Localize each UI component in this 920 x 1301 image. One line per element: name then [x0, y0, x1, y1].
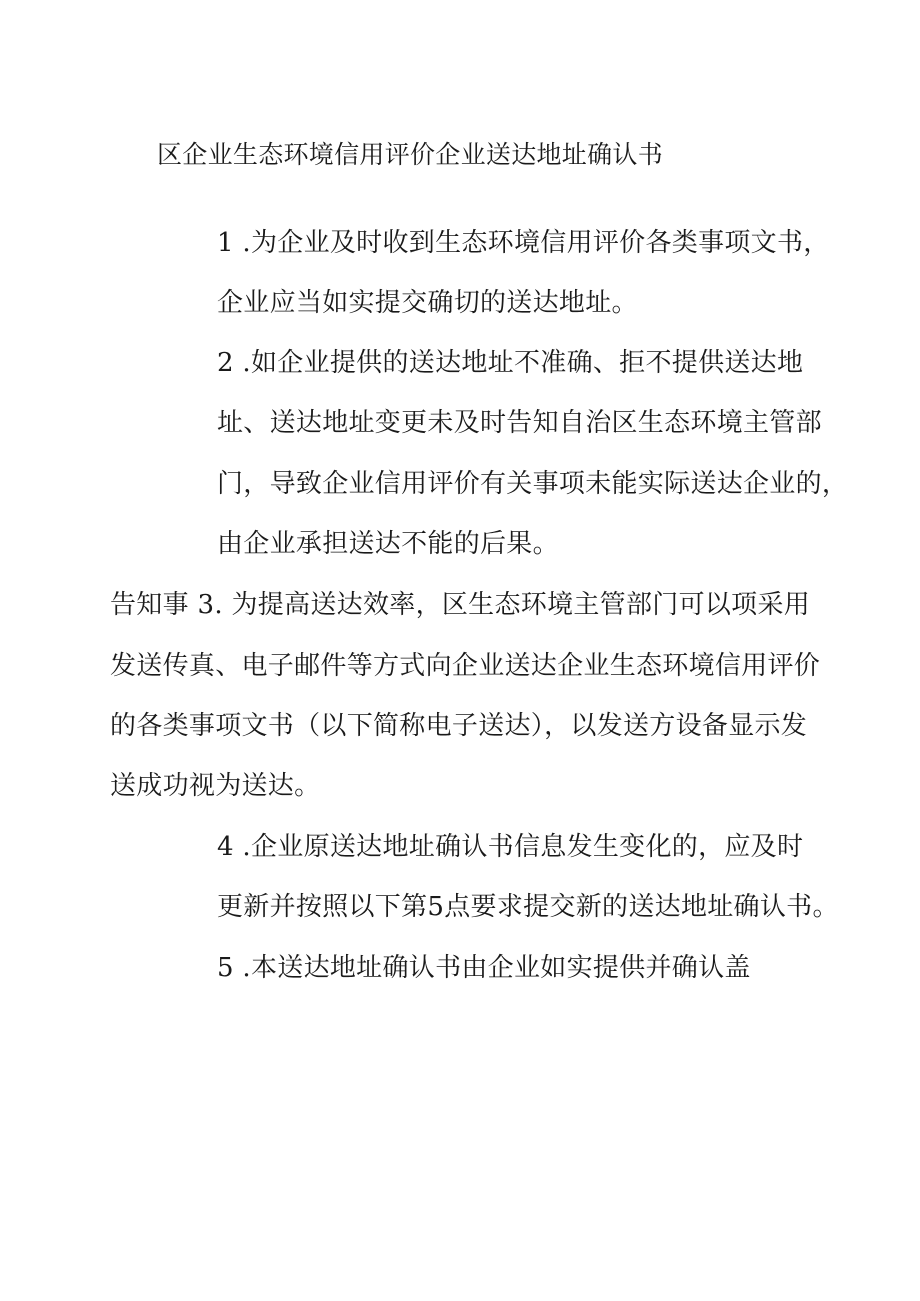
item-5-line-1: 5 .本送达地址确认书由企业如实提供并确认盖 [217, 953, 751, 983]
item-2-line-4: 由企业承担送达不能的后果。 [217, 529, 559, 559]
item-2-line-3: 门，导致企业信用评价有关事项未能实际送达企业的， [217, 469, 849, 499]
item-3-line-1: 告知事 3. 为提高送达效率，区生态环境主管部门可以项采用 [110, 590, 811, 620]
item-3-line-2: 发送传真、电子邮件等方式向企业送达企业生态环境信用评价 [110, 651, 821, 681]
item-2-line-1: 2 .如企业提供的送达地址不准确、拒不提供送达地 [217, 348, 804, 378]
item-4-line-2: 更新并按照以下第5点要求提交新的送达地址确认书。 [217, 892, 839, 922]
item-2-line-2: 址、送达地址变更未及时告知自治区生态环境主管部 [217, 408, 822, 438]
item-number: 5 [217, 953, 234, 983]
item-number: 4 [217, 832, 234, 862]
item-3-line-3: 的各类事项文书（以下简称电子送达），以发送方设备显示发 [110, 711, 808, 741]
item-4-line-1: 4 .企业原送达地址确认书信息发生变化的，应及时 [217, 832, 804, 862]
item-3-line-4: 送成功视为送达。 [110, 771, 321, 801]
item-number: 1 [217, 228, 234, 258]
item-1-line-1: 1 .为企业及时收到生态环境信用评价各类事项文书， [217, 228, 830, 258]
item-number: 3 [197, 590, 215, 620]
item-prefix: 告知事 [110, 590, 189, 620]
item-number: 2 [217, 348, 234, 378]
item-1-line-2: 企业应当如实提交确切的送达地址。 [217, 288, 638, 318]
document-title: 区企业生态环境信用评价企业送达地址确认书 [157, 140, 664, 169]
